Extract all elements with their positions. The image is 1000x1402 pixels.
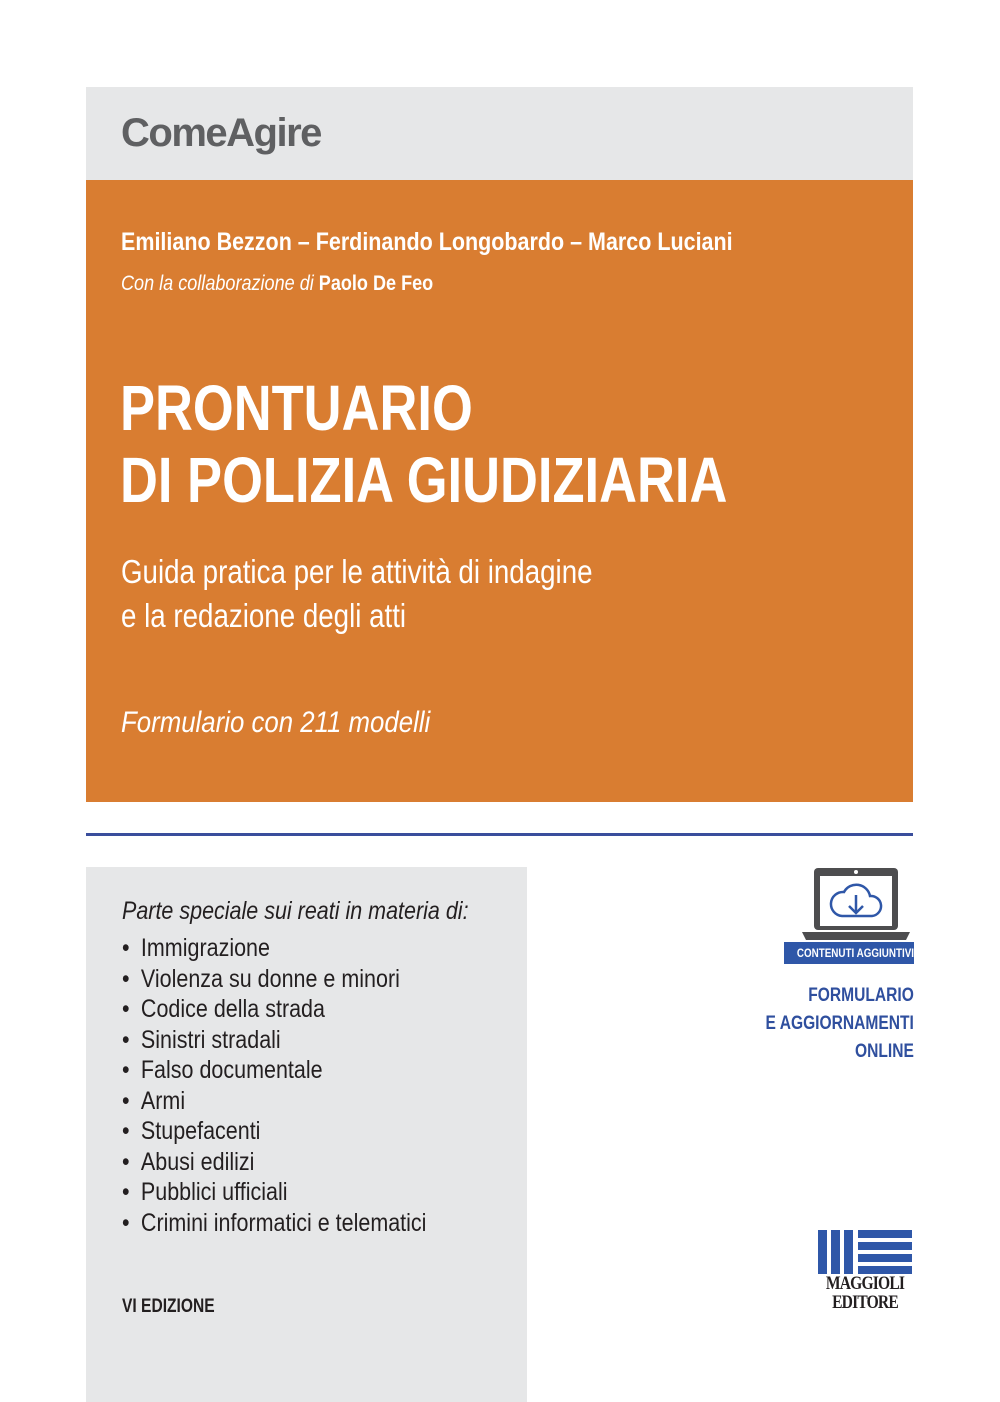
book-subtitle: [121, 550, 593, 638]
topic-item: • Immigrazione: [122, 934, 270, 962]
collaboration-label: Con la collaborazione di: [121, 272, 319, 295]
topic-item: • Armi: [122, 1086, 186, 1115]
topic-item: • Crimini informatici e telematici: [122, 1208, 427, 1237]
publisher-name: MAGGIOLI EDITORE: [825, 1273, 905, 1313]
collaborator-name: Paolo De Feo: [318, 272, 434, 295]
bullet-icon: •: [122, 1117, 130, 1145]
title-line-1: PRONTUARIO: [120, 372, 473, 444]
bullet-icon: •: [122, 1086, 130, 1115]
series-name: ComeAgire: [121, 111, 321, 155]
topic-item: • Violenza su donne e minori: [122, 964, 400, 993]
topic-item: • Falso documentale: [122, 1056, 323, 1084]
bullet-icon: •: [122, 1025, 130, 1054]
laptop-cloud-download-icon: [798, 862, 914, 950]
bullet-icon: •: [122, 1147, 130, 1176]
topic-item: • Codice della strada: [122, 995, 325, 1023]
subtitle-line-1: Guida pratica per le attività di indagine: [121, 553, 593, 590]
formulario-note: Formulario con 211 modelli: [121, 706, 431, 739]
special-section-intro: Parte speciale sui reati in materia di:: [122, 897, 469, 925]
book-title: [120, 372, 727, 516]
topic-item: • Abusi edilizi: [122, 1147, 255, 1176]
topic-list: [122, 933, 426, 1238]
bullet-icon: •: [122, 1178, 130, 1206]
title-line-2: DI POLIZIA GIUDIZIARIA: [120, 444, 728, 516]
publisher-logo: [816, 1230, 914, 1318]
topic-item: • Stupefacenti: [122, 1117, 261, 1145]
bullet-icon: •: [122, 934, 130, 962]
maggioli-logo-icon: [818, 1230, 912, 1274]
contenuti-aggiuntivi-badge: CONTENUTI AGGIUNTIVI: [784, 942, 914, 964]
topic-item: • Sinistri stradali: [122, 1025, 281, 1054]
bullet-icon: •: [122, 995, 130, 1023]
bullet-icon: •: [122, 1056, 130, 1084]
divider-rule: [86, 833, 913, 836]
authors: Emiliano Bezzon – Ferdinando Longobardo – Marco Luciani: [121, 228, 733, 256]
collaboration-line: [121, 272, 433, 296]
special-section-panel: [86, 867, 527, 1402]
bullet-icon: •: [122, 1208, 130, 1237]
title-block: [86, 180, 913, 802]
online-content-text: FORMULARIO E AGGIORNAMENTI ONLINE: [765, 985, 914, 1062]
bullet-icon: •: [122, 964, 130, 993]
topic-item: • Pubblici ufficiali: [122, 1178, 288, 1206]
series-band: [86, 87, 913, 180]
edition-label: VI EDIZIONE: [122, 1296, 215, 1317]
subtitle-line-2: e la redazione degli atti: [121, 597, 407, 634]
